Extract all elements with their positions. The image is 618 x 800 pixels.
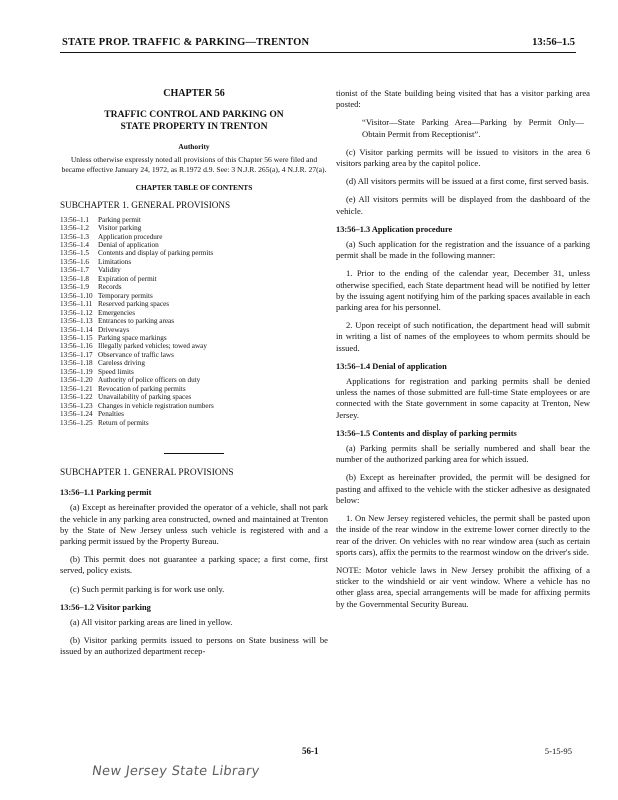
toc-entry-title: Limitations <box>98 257 132 266</box>
paragraph-1-1-a: (a) Except as hereinafter provided the operator of a vehicle, shall not park the vehicle in any parking area constructed, owned and maintained at Trenton by the State of New Jersey unless such vehicle is registered with and a parking permit issued by the Property Bureau. <box>60 502 328 546</box>
section-heading-1-3: 13:56–1.3 Application procedure <box>336 224 453 234</box>
toc-entry <box>60 292 328 300</box>
toc-entry-title: Penalties <box>98 410 124 419</box>
toc-entry <box>60 402 328 410</box>
paragraph-1-1-c: (c) Such permit parking is for work use only. <box>70 583 225 594</box>
toc-entry-number: 13:56–1.19 <box>60 367 93 376</box>
toc-entry-number: 13:56–1.16 <box>60 342 93 351</box>
toc-entry-title: Return of permits <box>98 418 149 427</box>
chapter-title-line-1: TRAFFIC CONTROL AND PARKING ON <box>104 109 284 121</box>
toc-entry-number: 13:56–1.11 <box>60 300 93 309</box>
toc-entry-number: 13:56–1.25 <box>60 418 93 427</box>
toc-entry-title: Speed limits <box>98 367 134 376</box>
toc-entry-title: Unavailability of parking spaces <box>98 393 192 402</box>
toc-entry <box>60 376 328 384</box>
section-heading-1-5: 13:56–1.5 Contents and display of parking permits <box>336 428 517 438</box>
toc-entry-number: 13:56–1.9 <box>60 283 89 292</box>
toc-entry-title: Contents and display of parking permits <box>98 249 214 258</box>
toc-entry-title: Records <box>98 283 122 292</box>
paragraph-1-5-a: (a) Parking permits shall be serially numbered and shall bear the number of the authorized parking area for which issued. <box>336 443 590 465</box>
toc-entry-title: Expiration of permit <box>98 274 157 283</box>
toc-entry-number: 13:56–1.22 <box>60 393 93 402</box>
toc-entry <box>60 317 328 325</box>
toc-entry <box>60 410 328 418</box>
toc-entry-title: Parking permit <box>98 215 141 224</box>
note-paragraph: NOTE: Motor vehicle laws in New Jersey prohibit the affixing of a sticker to the windshield or air vent window. Where a vehicle has no other glass area, special arrangements will be made for affixing permits by the Governmental Security Bureau. <box>336 564 590 609</box>
toc-entry-number: 13:56–1.3 <box>60 232 89 241</box>
toc-entry <box>60 233 328 241</box>
toc-entry <box>60 224 328 232</box>
toc-entry-number: 13:56–1.1 <box>60 215 89 224</box>
paragraph-1-2-b-continued: tionist of the State building being visited that has a visitor parking area posted: <box>336 88 590 110</box>
paragraph-1-2-c: (c) Visitor parking permits will be issued to visitors in the area 6 visitors parking area by the capitol police. <box>336 146 590 169</box>
toc-entry <box>60 326 328 334</box>
toc-entry-number: 13:56–1.18 <box>60 359 93 368</box>
toc-entry <box>60 241 328 249</box>
toc-entry-title: Changes in vehicle registration numbers <box>98 401 214 410</box>
paragraph-1-3-a-2: 2. Upon receipt of such notification, the department head will submit in writing a list of names of the employees to whom permits should be issued. <box>336 320 590 353</box>
toc-entry-title: Entrances to parking areas <box>98 317 175 326</box>
toc-entry-number: 13:56–1.4 <box>60 240 89 249</box>
toc-entry-number: 13:56–1.13 <box>60 317 93 326</box>
chapter-title <box>60 109 328 133</box>
paragraph-1-2-e: (e) All visitors permits will be displayed from the dashboard of the vehicle. <box>336 194 590 216</box>
toc-subchapter-heading: SUBCHAPTER 1. GENERAL PROVISIONS <box>60 200 231 211</box>
toc-entry <box>60 216 328 224</box>
toc-entry <box>60 309 328 317</box>
toc-entry-title: Validity <box>98 266 121 275</box>
toc-entry-title: Emergencies <box>98 308 135 317</box>
toc-entry <box>60 419 328 427</box>
toc-entry <box>60 258 328 266</box>
toc-entry <box>60 249 328 257</box>
toc-entry-number: 13:56–1.20 <box>60 376 93 385</box>
subchapter-heading: SUBCHAPTER 1. GENERAL PROVISIONS <box>60 467 234 478</box>
toc-entry <box>60 385 328 393</box>
section-heading-1-1: 13:56–1.1 Parking permit <box>60 488 152 498</box>
toc-entry <box>60 266 328 274</box>
toc-entry-number: 13:56–1.5 <box>60 249 89 258</box>
toc-entry-number: 13:56–1.2 <box>60 224 89 233</box>
toc-entry <box>60 342 328 350</box>
paragraph-1-5-b-1: 1. On New Jersey registered vehicles, the permit shall be pasted upon the inside of the rear window in the extreme lower corner directly to the rear of the driver. On vehicles with no rear window area (such as certain sports cars), affix the permits to the rearmost window on the driver's side. <box>336 513 590 557</box>
section-heading-1-4: 13:56–1.4 Denial of application <box>336 361 447 371</box>
section-heading-1-2: 13:56–1.2 Visitor parking <box>60 602 151 612</box>
paragraph-1-3-a: (a) Such application for the registration and the issuance of a parking permit shall be made in the following manner: <box>336 239 590 261</box>
toc-entry-number: 13:56–1.21 <box>60 384 93 393</box>
toc-entry-title: Illegally parked vehicles; towed away <box>98 342 207 351</box>
paragraph-1-5-b: (b) Except as hereinafter provided, the permit will be designed for pasting and affixed to the vehicle with the sticker adhesive as designated below: <box>336 472 590 505</box>
toc-entry <box>60 283 328 291</box>
table-of-contents <box>60 216 328 427</box>
toc-entry-title: Careless driving <box>98 359 145 368</box>
paragraph-1-4: Applications for registration and parking permits shall be denied unless the names of those submitted are full-time State employees or are connected with the State government in some capacity at Trenton, New Jersey. <box>336 376 590 420</box>
toc-heading: CHAPTER TABLE OF CONTENTS <box>135 183 253 193</box>
toc-entry <box>60 334 328 342</box>
visitor-sign-quote: “Visitor—State Parking Area—Parking by Permit Only—Obtain Permit from Receptionist”. <box>362 117 584 139</box>
revision-date: 5-15-95 <box>544 746 572 756</box>
toc-entry-title: Revocation of parking permits <box>98 384 186 393</box>
toc-entry-title: Denial of application <box>98 240 159 249</box>
toc-entry-number: 13:56–1.12 <box>60 308 93 317</box>
toc-entry <box>60 300 328 308</box>
toc-entry-number: 13:56–1.14 <box>60 325 93 334</box>
authority-heading: Authority <box>178 142 210 152</box>
library-stamp: New Jersey State Library <box>90 764 261 779</box>
toc-entry-number: 13:56–1.15 <box>60 333 93 342</box>
toc-entry-number: 13:56–1.7 <box>60 266 89 275</box>
paragraph-1-2-a: (a) All visitor parking areas are lined in yellow. <box>70 616 233 627</box>
paragraph-1-1-b: (b) This permit does not guarantee a parking space; a first come, first served, policy exists. <box>60 554 328 576</box>
right-column <box>336 88 590 617</box>
toc-entry <box>60 351 328 359</box>
toc-entry-title: Parking space markings <box>98 333 167 342</box>
toc-entry-title: Driveways <box>98 325 130 334</box>
chapter-number: CHAPTER 56 <box>163 88 225 99</box>
header-rule <box>60 52 576 53</box>
toc-entry-title: Reserved parking spaces <box>98 300 170 309</box>
toc-entry-title: Observance of traffic laws <box>98 350 174 359</box>
section-divider <box>164 453 224 454</box>
toc-entry-number: 13:56–1.17 <box>60 350 93 359</box>
running-header-title: STATE PROP. TRAFFIC & PARKING—TRENTON <box>62 37 310 48</box>
toc-entry-title: Authority of police officers on duty <box>98 376 201 385</box>
toc-entry-title: Temporary permits <box>98 291 153 300</box>
toc-entry-number: 13:56–1.23 <box>60 401 93 410</box>
toc-entry-number: 13:56–1.10 <box>60 291 93 300</box>
running-header-section: 13:56–1.5 <box>532 37 575 48</box>
authority-text: Unless otherwise expressly noted all provisions of this Chapter 56 were filed and became effective January 24, 1972, as R.1972 d.9. See: 3 N.J.R. 265(a), 4 N.J.R. 27(a). <box>61 155 327 174</box>
toc-entry <box>60 275 328 283</box>
left-column <box>60 88 328 665</box>
toc-entry-number: 13:56–1.24 <box>60 410 93 419</box>
toc-entry-number: 13:56–1.8 <box>60 274 89 283</box>
toc-entry <box>60 393 328 401</box>
toc-entry-title: Visitor parking <box>98 224 142 233</box>
paragraph-1-2-b: (b) Visitor parking permits issued to persons on State business will be issued by an authorized department recep- <box>60 635 328 657</box>
paragraph-1-2-d: (d) All visitors permits will be issued at a first come, first served basis. <box>346 176 589 187</box>
toc-entry-title: Application procedure <box>98 232 163 241</box>
page-number: 56-1 <box>302 746 319 756</box>
toc-entry <box>60 359 328 367</box>
chapter-title-line-2: STATE PROPERTY IN TRENTON <box>120 121 268 133</box>
toc-entry <box>60 368 328 376</box>
paragraph-1-3-a-1: 1. Prior to the ending of the calendar year, December 31, unless otherwise specified, each State department head will be notified by letter by the issuing agent notifying him of the parking spaces available in each parking area for his personnel. <box>336 268 590 313</box>
toc-entry-number: 13:56–1.6 <box>60 257 89 266</box>
